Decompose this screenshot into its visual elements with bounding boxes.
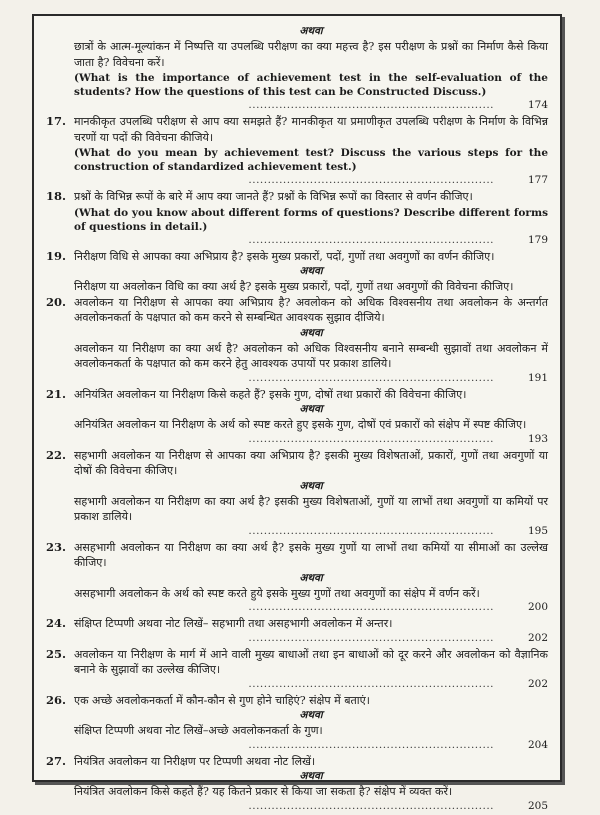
- question-text-hindi: प्रश्नों के विभिन्न रूपों के बारे में आप क्या जानते हैं? प्रश्नों के विभिन्न रूपों का विस्तार से वर्णन कीजिए।: [74, 190, 473, 203]
- page-reference: ..... 195: [74, 525, 548, 538]
- page-reference: ..... 200: [74, 601, 548, 614]
- question-text-hindi: निरीक्षण या अवलोकन विधि का क्या अर्थ है? इसके मुख्य प्रकारों, पदों, गुणों तथा अवगुणों की विवेचना कीजिए।: [74, 280, 514, 293]
- page-reference: ..... 204: [74, 739, 548, 752]
- question-number: 20.: [46, 294, 67, 309]
- question-text-hindi: छात्रों के आत्म-मूल्यांकन में निष्पत्ति या उपलब्धि परीक्षण का क्या महत्त्व है? इस परीक्षण के प्रश्नों का निर्माण कैसे किया जाता है? विवेचना करें।: [74, 40, 548, 69]
- question-text-hindi: नियंत्रित अवलोकन या निरीक्षण पर टिप्पणी अथवा नोट लिखें।: [74, 754, 316, 768]
- athva-separator: अथवा: [299, 571, 323, 584]
- page-reference: ..... 205: [74, 800, 548, 813]
- question-text-hindi: अनियंत्रित अवलोकन या निरीक्षण के अर्थ को स्पष्ट करते हुए इसके गुण, दोषों एवं प्रकारों को संक्षेप में स्पष्ट कीजिए।: [74, 418, 527, 431]
- question-number: 18.: [46, 189, 67, 203]
- question-text-english: (What do you know about different forms of questions? Describe different forms of questions in detail.): [74, 206, 548, 233]
- question-item: [46, 189, 548, 249]
- question-number: 27.: [46, 753, 67, 768]
- question-text-hindi: अवलोकन या निरीक्षण का क्या अर्थ है? अवलोकन को अधिक विश्वसनीय बनाने सम्बन्धी सुझावों तथा अवलोकन में अवलोकनकर्ता के पक्षपात को कम करने हेतु आवश्यक उपायों पर प्रकाश डालिये।: [74, 341, 548, 370]
- athva-separator: अथवा: [299, 265, 323, 277]
- athva-separator: अथवा: [299, 479, 323, 492]
- question-item: [46, 295, 548, 387]
- page-reference: ..... 202: [74, 678, 548, 691]
- question-item: [46, 387, 548, 448]
- question-item: [46, 448, 548, 540]
- question-number: 21.: [46, 386, 67, 401]
- question-number: 23.: [46, 539, 67, 554]
- athva-separator: अथवा: [299, 326, 323, 339]
- question-text-english: (What is the importance of achievement test in the self-evaluation of the students? How the questions of this test can be Constructed Discuss.): [74, 72, 548, 98]
- question-item: [46, 114, 548, 189]
- question-text-hindi: मानकीकृत उपलब्धि परीक्षण से आप क्या समझते हैं? मानकीकृत या प्रमाणीकृत उपलब्धि परीक्षण के निर्माण के विभिन्न चरणों या पदों की विवेचना कीजिये।: [74, 115, 548, 144]
- page-reference: ..... 202: [74, 632, 548, 645]
- question-text-hindi: सहभागी अवलोकन या निरीक्षण का क्या अर्थ है? इसकी मुख्य विशेषताओं, गुणों या लाभों तथा अवगुणों या कमियों पर प्रकाश डालिये।: [74, 494, 548, 523]
- question-number: 24.: [46, 616, 67, 630]
- question-number: 25.: [46, 646, 67, 661]
- question-item: [46, 754, 548, 815]
- question-number: 19.: [46, 248, 67, 263]
- book-page: [32, 14, 562, 812]
- athva-separator: अथवा: [299, 25, 323, 37]
- question-text-hindi: अवलोकन या निरीक्षण से आपका क्या अभिप्राय है? अवलोकन को अधिक विश्वसनीय तथा अवलोकन के अन्तर्गत अवलोकनकर्ता के पक्षपात को कम करने से सम्बन्धित आवश्यक सुझाव दीजिये।: [74, 295, 548, 324]
- question-item: [46, 24, 548, 114]
- question-item: [46, 540, 548, 617]
- question-number: 26.: [46, 692, 67, 707]
- question-item: [46, 249, 548, 295]
- question-text-hindi: संक्षिप्त टिप्पणी अथवा नोट लिखें– सहभागी तथा असहभागी अवलोकन में अन्तर।: [74, 617, 393, 630]
- page-reference: ..... 177: [74, 174, 548, 187]
- question-text-hindi: अनियंत्रित अवलोकन या निरीक्षण किसे कहते हैं? इसके गुण, दोषों तथा प्रकारों की विवेचना कीजिए।: [74, 387, 467, 401]
- question-number: 17.: [46, 114, 67, 128]
- question-text-hindi: एक अच्छे अवलोकनकर्ता में कौन-कौन से गुण होने चाहिएं? संक्षेप में बताएं।: [74, 693, 370, 707]
- page-reference: ..... 193: [74, 433, 548, 446]
- question-text-hindi: असहभागी अवलोकन के अर्थ को स्पष्ट करते हुये इसके मुख्य गुणों तथा अवगुणों का संक्षेप में वर्णन करें।: [74, 586, 480, 600]
- question-text-hindi: संक्षिप्त टिप्पणी अथवा नोट लिखें–अच्छे अवलोकनकर्ता के गुण।: [74, 724, 323, 737]
- question-text-hindi: नियंत्रित अवलोकन किसे कहते हैं? यह कितने प्रकार से किया जा सकता है? संक्षेप में व्यक्त करें।: [74, 785, 453, 798]
- athva-separator: अथवा: [299, 770, 323, 782]
- question-text-english: (What do you mean by achievement test? Discuss the various steps for the construction of standardized achievement test.): [74, 147, 548, 173]
- question-item: [46, 616, 548, 647]
- question-number: [46, 24, 74, 114]
- question-item: [46, 693, 548, 754]
- athva-separator: अथवा: [299, 709, 323, 721]
- page-reference: ..... 191: [74, 372, 548, 385]
- question-text-hindi: सहभागी अवलोकन या निरीक्षण से आपका क्या अभिप्राय है? इसकी मुख्य विशेषताओं, प्रकारों, गुणों तथा अवगुणों या दोषों की विवेचना कीजिए।: [74, 448, 548, 477]
- question-text-hindi: असहभागी अवलोकन या निरीक्षण का क्या अर्थ है? इसके मुख्य गुणों या लाभों तथा कमियों या सीमाओं का उल्लेख कीजिए।: [74, 540, 548, 569]
- page-reference: ..... 174: [74, 99, 548, 112]
- page-reference: ..... 179: [74, 234, 548, 247]
- question-number: 22.: [46, 447, 67, 462]
- question-text-hindi: निरीक्षण विधि से आपका क्या अभिप्राय है? इसके मुख्य प्रकारों, पदों, गुणों तथा अवगुणों का वर्णन कीजिए।: [74, 249, 495, 263]
- athva-separator: अथवा: [299, 403, 323, 415]
- question-text-hindi: अवलोकन या निरीक्षण के मार्ग में आने वाली मुख्य बाधाओं तथा इन बाधाओं को दूर करने और अवलोकन को वैज्ञानिक बनाने के सुझावों का उल्लेख कीजिए।: [74, 647, 548, 676]
- question-item: [46, 647, 548, 693]
